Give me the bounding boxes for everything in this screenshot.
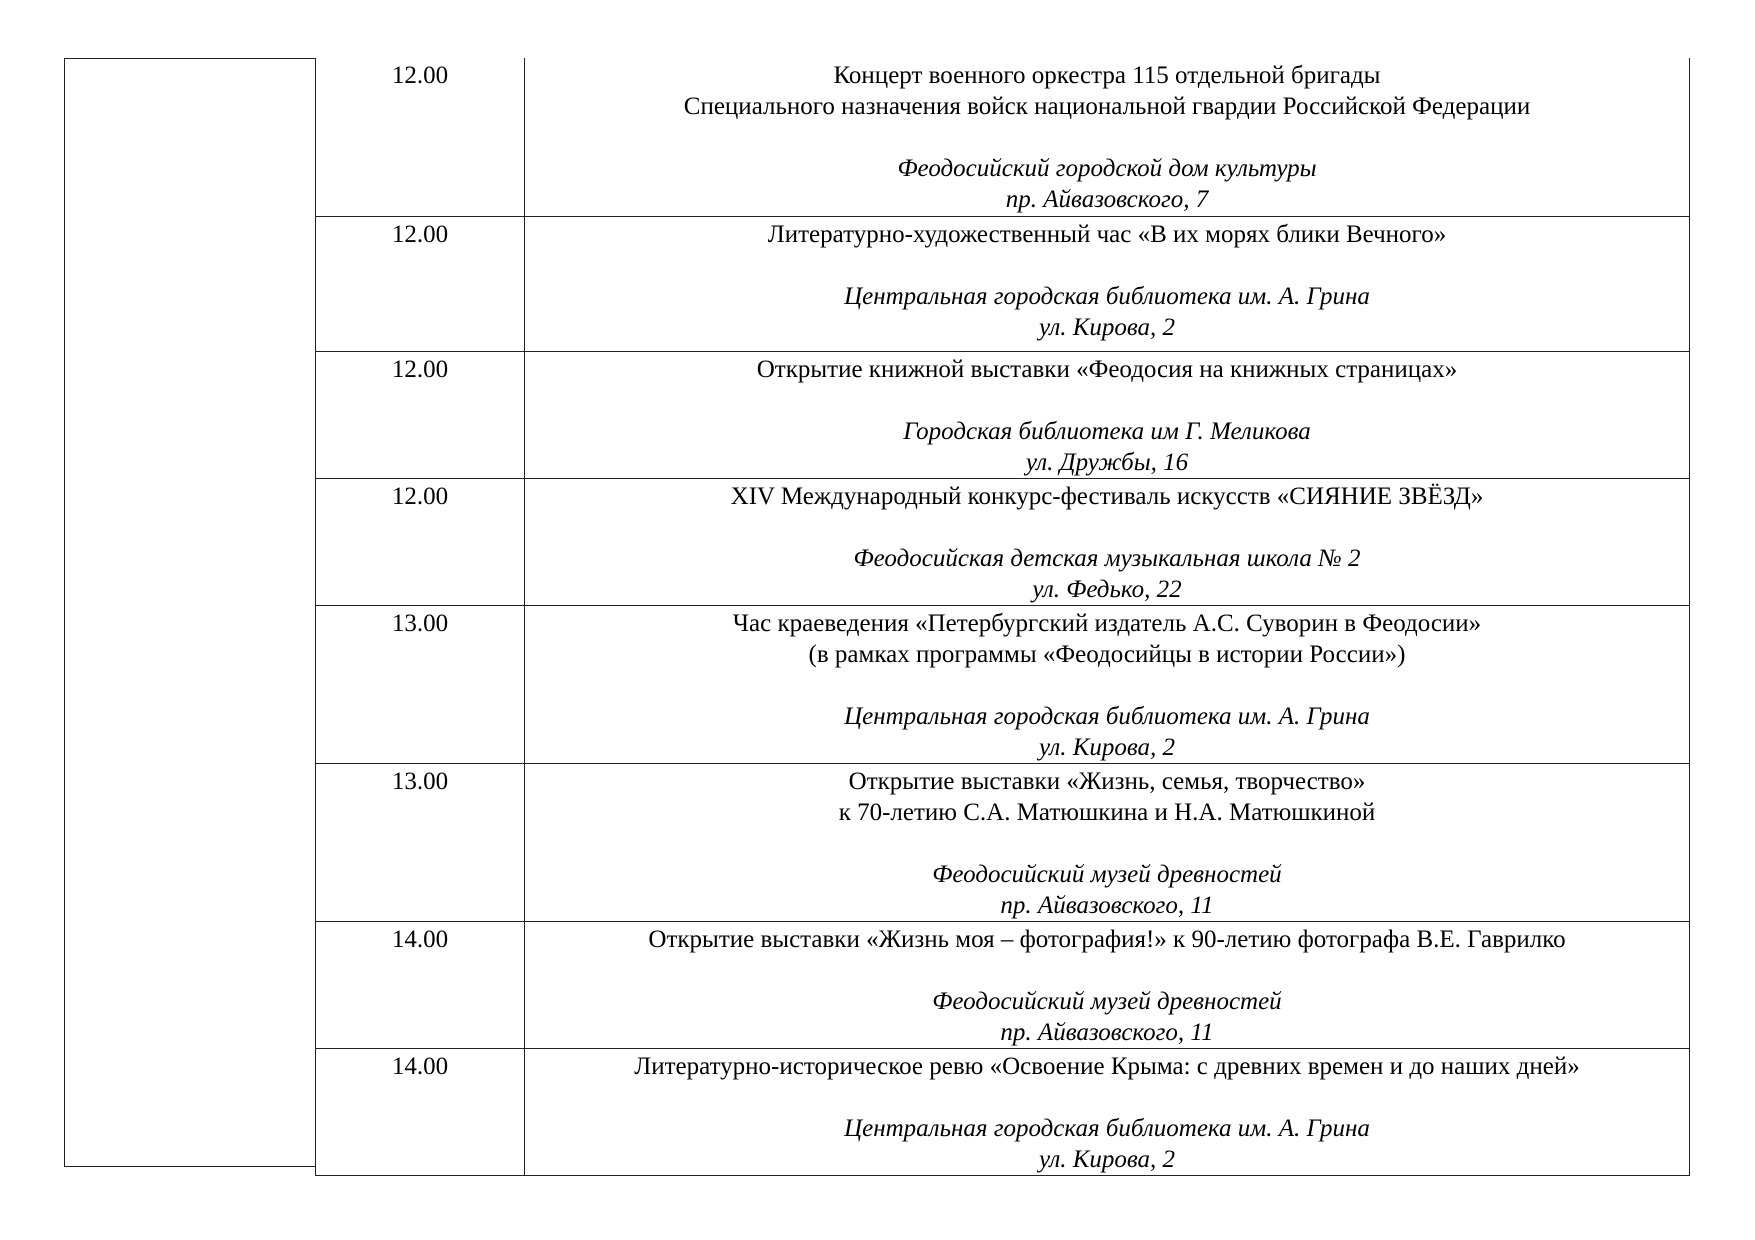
event-time: 14.00 (316, 1048, 525, 1175)
table-row (316, 763, 1690, 921)
event-address: пр. Айвазовского, 11 (1000, 1018, 1214, 1046)
event-title: к 70-летию С.А. Матюшкина и Н.А. Матюшкиной (838, 798, 1376, 826)
schedule-table (315, 58, 1690, 1176)
event-title: (в рамках программы «Феодосийцы в истории России») (808, 640, 1406, 668)
table-row (316, 478, 1690, 605)
event-time: 13.00 (316, 763, 525, 921)
event-title: Литературно-историческое ревю «Освоение Крыма: с древних времен и до наших дней» (634, 1052, 1580, 1080)
event-cell (525, 763, 1690, 921)
event-title: Литературно-художественный час «В их морях блики Вечного» (767, 220, 1447, 248)
event-address: пр. Айвазовского, 11 (1000, 891, 1214, 919)
event-address: ул. Кирова, 2 (1038, 733, 1176, 761)
table-row (316, 1048, 1690, 1175)
event-title: Открытие выставки «Жизнь, семья, творчество» (848, 767, 1366, 795)
event-title: Концерт военного оркестра 115 отдельной бригады (833, 62, 1381, 89)
table-row (316, 605, 1690, 763)
event-time: 12.00 (316, 351, 525, 478)
event-cell (525, 478, 1690, 605)
event-title: Открытие выставки «Жизнь моя – фотография!» к 90-летию фотографа В.Е. Гаврилко (648, 925, 1566, 953)
event-cell (525, 1048, 1690, 1175)
table-row (316, 58, 1690, 216)
event-title: Специального назначения войск национальной гвардии Российской Федерации (683, 93, 1531, 120)
event-cell (525, 351, 1690, 478)
event-title: Час краеведения «Петербургский издатель А.С. Суворин в Феодосии» (732, 609, 1482, 637)
event-venue: Феодосийская детская музыкальная школа № 2 (853, 544, 1361, 572)
event-time: 13.00 (316, 605, 525, 763)
event-venue: Центральная городская библиотека им. А. Грина (844, 702, 1370, 730)
event-venue: Феодосийский городской дом культуры (897, 155, 1317, 182)
event-cell (525, 605, 1690, 763)
event-address: ул. Дружбы, 16 (1025, 448, 1189, 476)
table-row (316, 216, 1690, 351)
event-address: ул. Федько, 22 (1032, 575, 1182, 603)
event-title: XIV Международный конкурс-фестиваль искусств «СИЯНИЕ ЗВЁЗД» (730, 482, 1484, 510)
event-time: 12.00 (316, 478, 525, 605)
event-venue: Феодосийский музей древностей (932, 987, 1282, 1015)
event-cell (525, 58, 1690, 216)
event-address: ул. Кирова, 2 (1038, 313, 1176, 341)
event-cell (525, 921, 1690, 1048)
event-venue: Центральная городская библиотека им. А. Грина (844, 282, 1370, 310)
event-time: 12.00 (316, 216, 525, 351)
event-address: ул. Кирова, 2 (1038, 1145, 1176, 1173)
event-title: Открытие книжной выставки «Феодосия на книжных страницах» (756, 355, 1458, 383)
table-row (316, 351, 1690, 478)
event-time: 14.00 (316, 921, 525, 1048)
event-time: 12.00 (316, 58, 525, 216)
event-venue: Городская библиотека им Г. Меликова (903, 417, 1311, 445)
table-row (316, 921, 1690, 1048)
event-cell (525, 216, 1690, 351)
event-venue: Феодосийский музей древностей (932, 860, 1282, 888)
event-address: пр. Айвазовского, 7 (1005, 186, 1209, 213)
date-column (64, 58, 315, 1167)
event-venue: Центральная городская библиотека им. А. Грина (844, 1114, 1370, 1142)
